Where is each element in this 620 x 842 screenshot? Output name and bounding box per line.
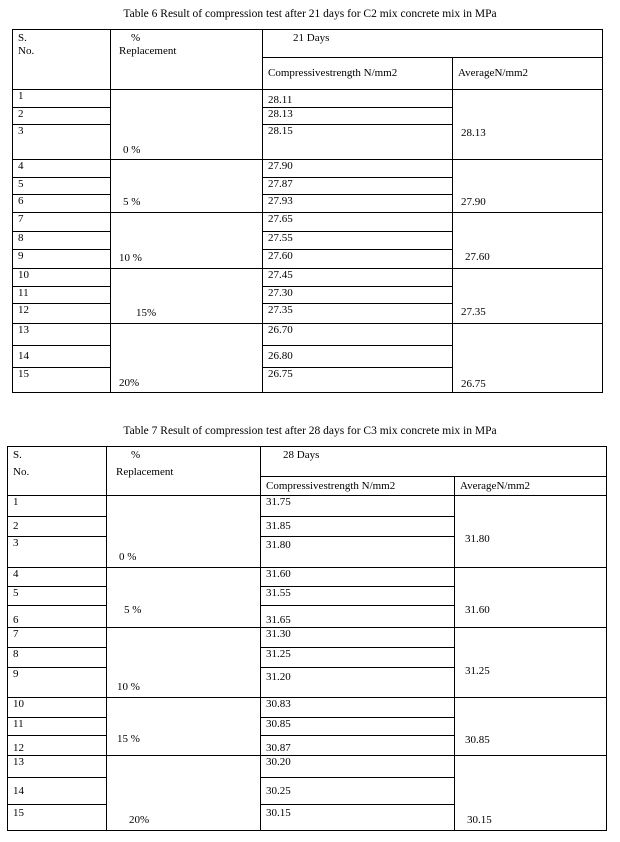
replacement-cell [107, 698, 261, 756]
sno-cell: 14 [13, 346, 111, 368]
replacement-label: 0 % [119, 551, 137, 563]
sno-cell: 14 [8, 778, 107, 805]
average-cell [453, 90, 603, 160]
average-value: 26.75 [461, 378, 486, 390]
sno-cell: 9 [8, 668, 107, 698]
sno-cell: 12 [13, 304, 111, 324]
strength-cell: 28.13 [263, 108, 453, 125]
average-cell [455, 628, 607, 698]
replacement-label: 20% [129, 814, 150, 826]
table6-caption: Table 6 Result of compression test after 21 days for C2 mix concrete mix in MPa [123, 8, 497, 20]
replacement-label: 15 % [117, 733, 140, 745]
average-value: 31.25 [465, 665, 490, 677]
table7 [7, 446, 607, 831]
strength-cell: 27.30 [263, 287, 453, 304]
replacement-cell [107, 568, 261, 628]
average-cell [455, 568, 607, 628]
sno-cell: 5 [13, 178, 111, 195]
sno-cell: 8 [13, 232, 111, 250]
strength-cell: 30.87 [261, 736, 455, 756]
sno-cell: 13 [8, 756, 107, 778]
sno-cell: 1 [13, 90, 111, 108]
strength-cell: 31.25 [261, 648, 455, 668]
strength-cell: 31.80 [261, 537, 455, 568]
header-sno [13, 30, 111, 90]
replacement-cell [107, 756, 261, 831]
sno-cell: 7 [13, 213, 111, 232]
average-value: 31.80 [465, 533, 490, 545]
average-value: 27.35 [461, 306, 486, 318]
header-average: AverageN/mm2 [453, 58, 603, 90]
replacement-label: 0 % [123, 144, 141, 156]
strength-cell: 27.35 [263, 304, 453, 324]
strength-cell: 30.20 [261, 756, 455, 778]
replacement-label: 10 % [117, 681, 140, 693]
strength-cell: 31.85 [261, 517, 455, 537]
strength-cell: 27.90 [263, 160, 453, 178]
sno-cell: 6 [8, 606, 107, 628]
strength-cell: 30.83 [261, 698, 455, 718]
average-value: 30.85 [465, 734, 490, 746]
strength-cell: 30.85 [261, 718, 455, 736]
header-rep-line2: Replacement [119, 45, 177, 57]
strength-cell: 31.60 [261, 568, 455, 587]
sno-cell: 2 [13, 108, 111, 125]
replacement-label: 15% [136, 307, 157, 319]
average-value: 30.15 [467, 814, 492, 826]
header-strength: Compressivestrength N/mm2 [263, 58, 453, 90]
sno-cell: 7 [8, 628, 107, 648]
header-sno [8, 447, 107, 496]
average-cell [453, 213, 603, 269]
sno-cell: 15 [13, 368, 111, 393]
header-days: 28 Days [261, 447, 607, 477]
strength-cell: 31.30 [261, 628, 455, 648]
header-rep-line1: % [131, 32, 141, 44]
replacement-cell [107, 496, 261, 568]
strength-cell: 31.20 [261, 668, 455, 698]
average-value: 31.60 [465, 604, 490, 616]
header-strength: Compressivestrength N/mm2 [261, 477, 455, 496]
strength-cell: 31.75 [261, 496, 455, 517]
average-cell [453, 324, 603, 393]
sno-cell: 9 [13, 250, 111, 269]
header-rep-line2: Replacement [116, 466, 174, 478]
strength-cell: 26.70 [263, 324, 453, 346]
replacement-cell [107, 628, 261, 698]
sno-cell: 10 [13, 269, 111, 287]
replacement-cell [111, 90, 263, 160]
average-cell [455, 698, 607, 756]
replacement-cell [111, 269, 263, 324]
replacement-label: 20% [119, 377, 140, 389]
header-sno-line1: S. [13, 449, 22, 461]
strength-cell: 28.15 [263, 125, 453, 160]
strength-cell: 31.65 [261, 606, 455, 628]
sno-cell: 10 [8, 698, 107, 718]
sno-cell: 11 [8, 718, 107, 736]
strength-cell: 30.25 [261, 778, 455, 805]
strength-cell: 28.11 [263, 90, 453, 108]
average-cell [455, 756, 607, 831]
sno-cell: 3 [13, 125, 111, 160]
replacement-cell [111, 213, 263, 269]
sno-cell: 4 [13, 160, 111, 178]
sno-cell: 5 [8, 587, 107, 606]
header-sno-line2: No. [18, 45, 35, 57]
strength-cell: 27.55 [263, 232, 453, 250]
sno-cell: 15 [8, 805, 107, 831]
average-cell [453, 269, 603, 324]
strength-cell: 27.45 [263, 269, 453, 287]
sno-cell: 12 [8, 736, 107, 756]
average-value: 28.13 [461, 127, 486, 139]
header-days: 21 Days [263, 30, 603, 58]
strength-cell: 27.93 [263, 195, 453, 213]
sno-cell: 2 [8, 517, 107, 537]
header-replacement [111, 30, 263, 90]
header-sno-line2: No. [13, 466, 30, 478]
strength-cell: 26.80 [263, 346, 453, 368]
sno-cell: 8 [8, 648, 107, 668]
sno-cell: 1 [8, 496, 107, 517]
sno-cell: 3 [8, 537, 107, 568]
strength-cell: 27.60 [263, 250, 453, 269]
strength-cell: 27.65 [263, 213, 453, 232]
replacement-cell [111, 324, 263, 393]
header-rep-line1: % [131, 449, 141, 461]
average-value: 27.90 [461, 196, 486, 208]
average-value: 27.60 [465, 251, 490, 263]
sno-cell: 13 [13, 324, 111, 346]
average-cell [455, 496, 607, 568]
strength-cell: 30.15 [261, 805, 455, 831]
sno-cell: 4 [8, 568, 107, 587]
table7-caption: Table 7 Result of compression test after 28 days for C3 mix concrete mix in MPa [123, 425, 497, 437]
strength-cell: 27.87 [263, 178, 453, 195]
replacement-label: 5 % [124, 604, 142, 616]
strength-cell: 31.55 [261, 587, 455, 606]
replacement-label: 5 % [123, 196, 141, 208]
sno-cell: 6 [13, 195, 111, 213]
header-average: AverageN/mm2 [455, 477, 607, 496]
replacement-cell [111, 160, 263, 213]
replacement-label: 10 % [119, 252, 142, 264]
table6 [12, 29, 603, 393]
header-replacement [107, 447, 261, 496]
average-cell [453, 160, 603, 213]
header-sno-line1: S. [18, 32, 27, 44]
strength-cell: 26.75 [263, 368, 453, 393]
sno-cell: 11 [13, 287, 111, 304]
